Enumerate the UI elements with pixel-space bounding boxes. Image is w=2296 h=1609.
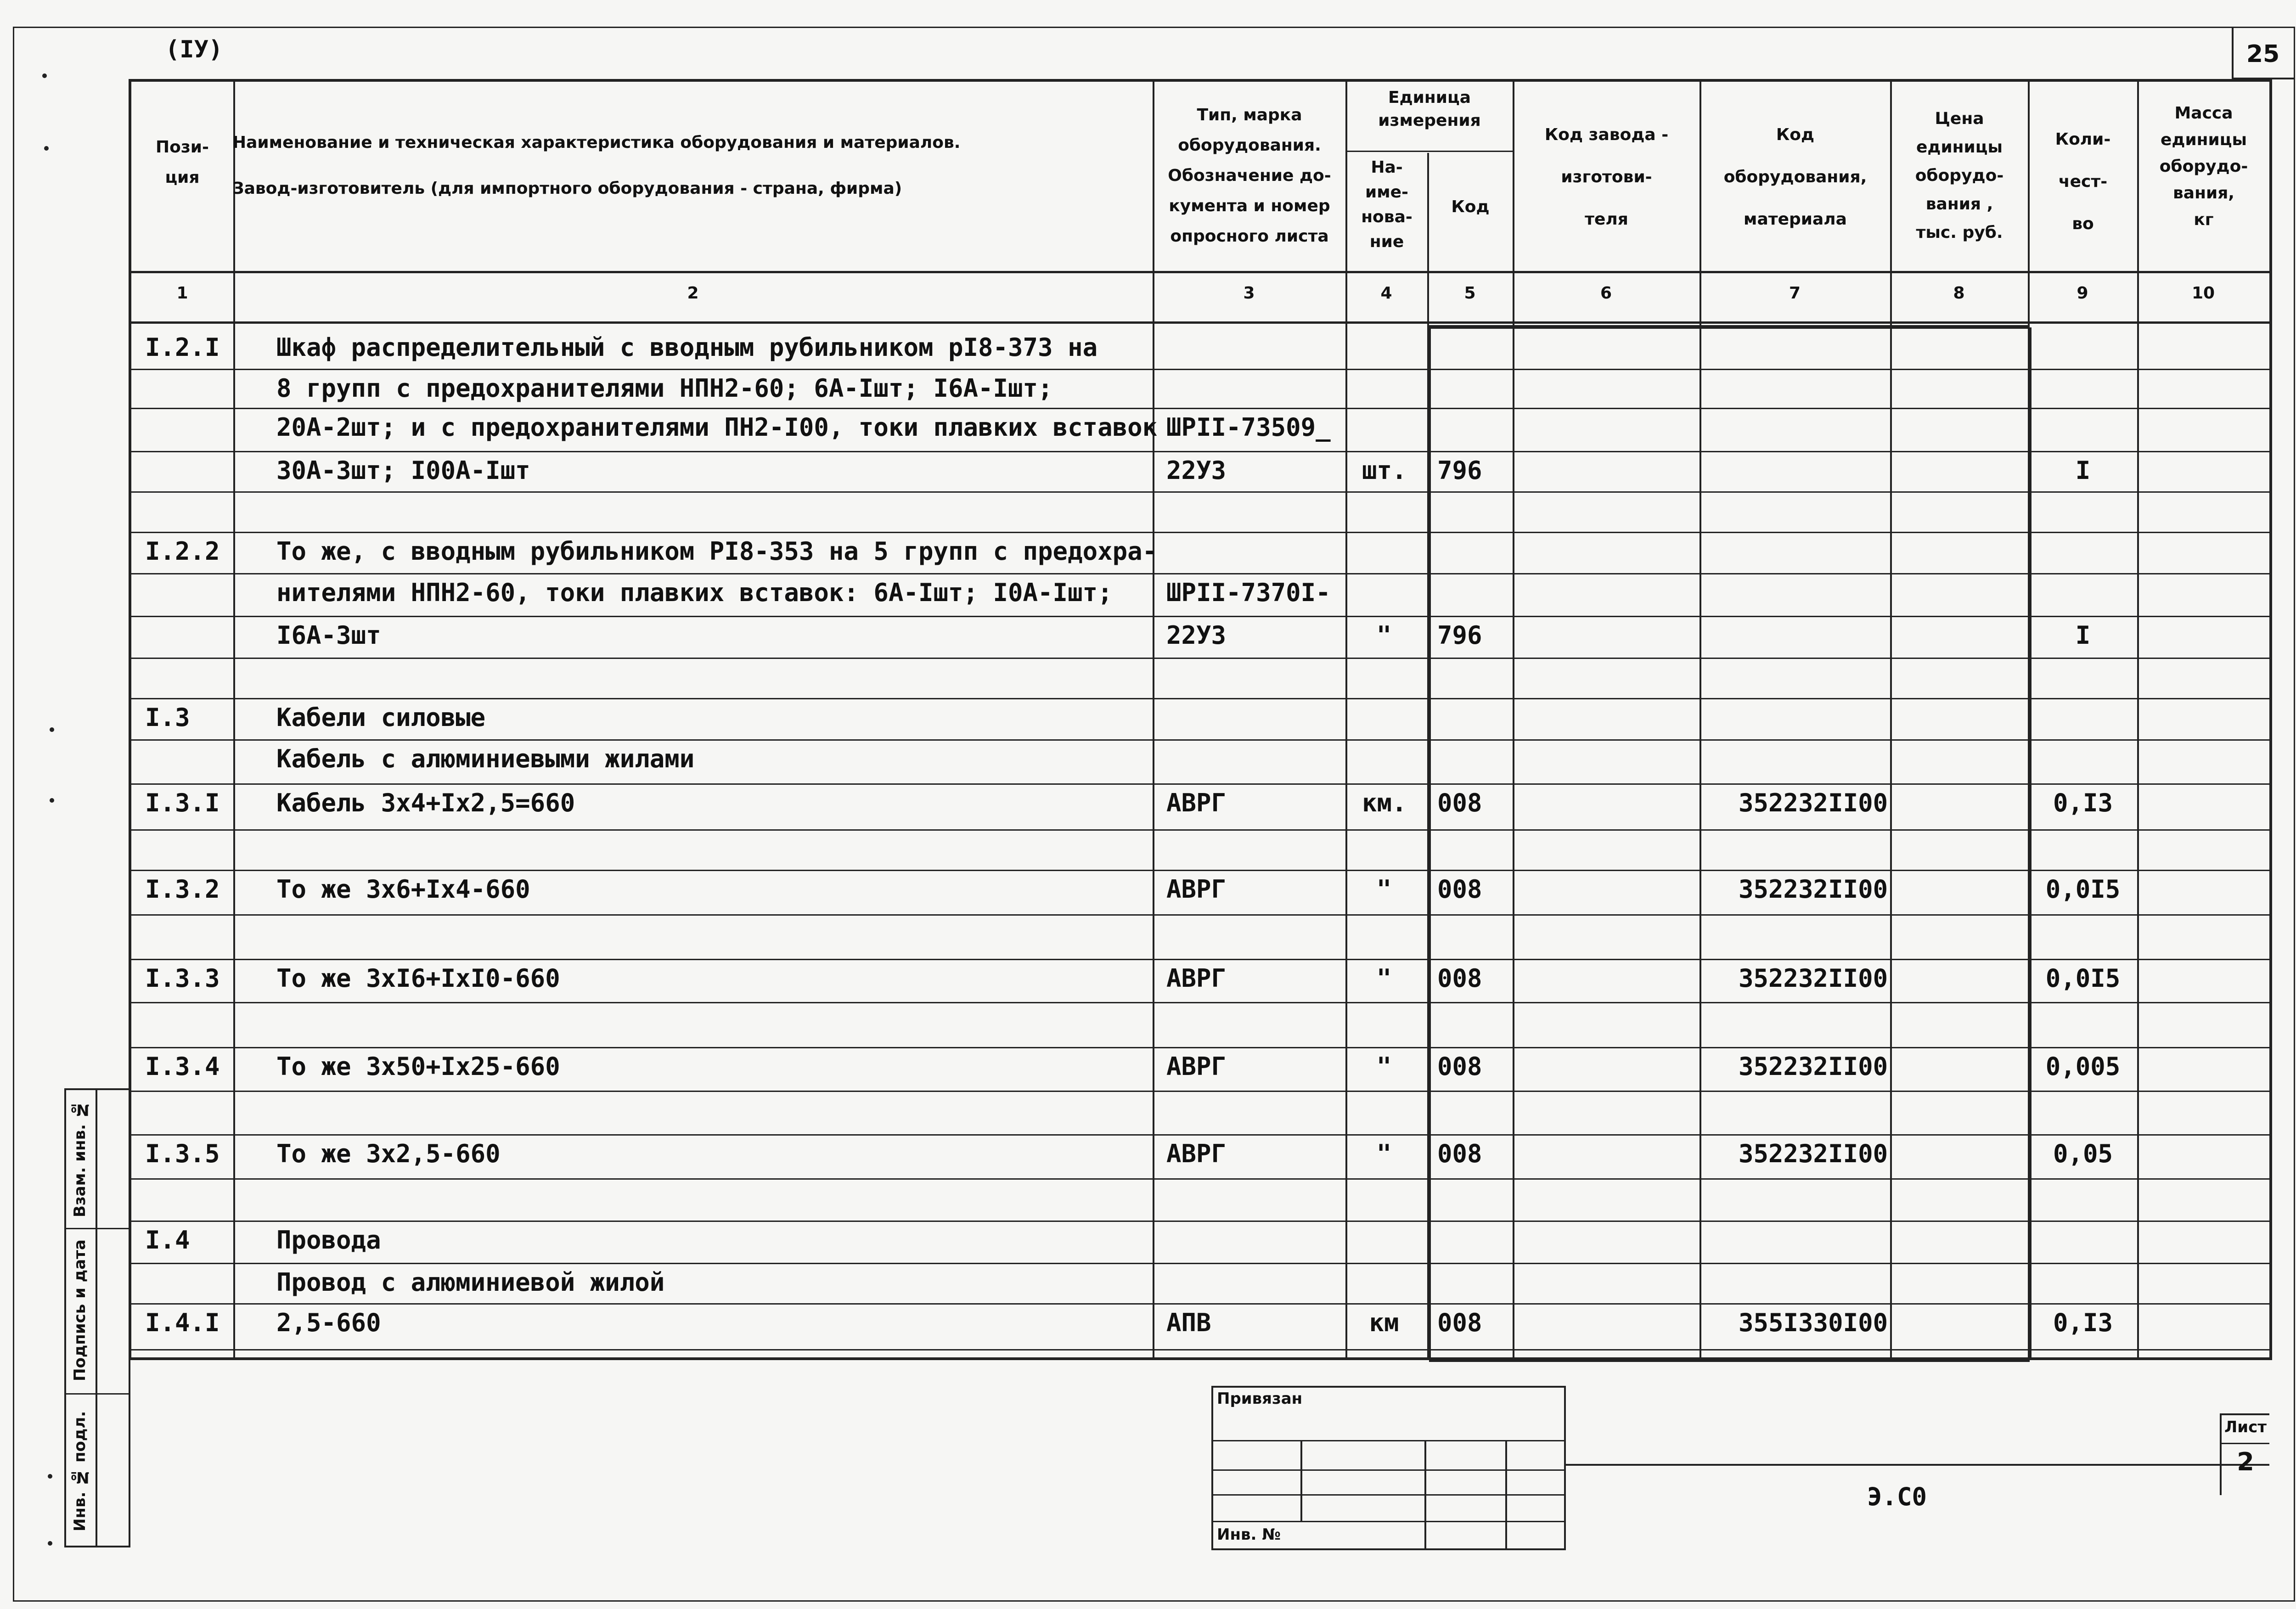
col-number: 2	[687, 284, 699, 303]
specification-table	[129, 79, 2272, 1544]
row-divider	[131, 739, 2269, 741]
unit-code-cell: 008	[1437, 1308, 1482, 1337]
row-divider	[131, 698, 2269, 699]
header-unit-name: На- име- нова- ние	[1361, 158, 1412, 251]
privyazan-stamp	[1211, 1386, 1566, 1550]
punch-dot	[50, 798, 54, 803]
type-cell: АВРГ	[1166, 875, 1227, 904]
col-number: 3	[1243, 284, 1255, 303]
row-divider	[131, 1002, 2269, 1003]
unit-cell: шт.	[1362, 456, 1407, 485]
header-name-line2: Завод-изготовитель (для импортного оборудования - страна, фирма)	[232, 179, 902, 198]
name-cell: Провод с алюминиевой жилой	[276, 1268, 665, 1297]
unit-cell: "	[1376, 1139, 1392, 1168]
quantity-cell: 0,0I5	[2045, 964, 2121, 993]
header-position: Пози- ция	[156, 138, 209, 187]
col-number: 8	[1953, 284, 1965, 303]
col-number: 9	[2077, 284, 2088, 303]
quantity-cell: I	[2075, 456, 2091, 485]
header-material-code: Код оборудования, материала	[1723, 125, 1867, 229]
position-cell: I.3.I	[145, 788, 220, 817]
inv-no-label: Инв. №	[1217, 1525, 1281, 1544]
type-cell: ШРII-7370I-	[1166, 578, 1331, 607]
name-cell: Кабель 3х4+Iх2,5=660	[276, 788, 575, 817]
unit-code-cell: 008	[1437, 875, 1482, 904]
sheet-box	[2220, 1413, 2269, 1495]
row-divider	[131, 1178, 2269, 1180]
unit-code-cell: 008	[1437, 1139, 1482, 1168]
col-number: 6	[1600, 284, 1612, 303]
type-cell: 22У3	[1166, 621, 1227, 650]
unit-code-cell: 008	[1437, 1052, 1482, 1081]
type-cell: АВРГ	[1166, 964, 1227, 993]
quantity-cell: 0,I3	[2053, 788, 2113, 817]
row-divider	[131, 1134, 2269, 1136]
header-unit-code: Код	[1451, 197, 1490, 216]
name-cell: То же 3хI6+IхI0-660	[276, 964, 560, 993]
header-mass: Масса единицы оборудо- вания, кг	[2159, 104, 2248, 229]
row-divider	[131, 573, 2269, 574]
type-cell: АВРГ	[1166, 1139, 1227, 1168]
name-cell: 8 групп с предохранителями НПН2-60; 6А-Iшт; I6А-Iшт;	[276, 374, 1053, 403]
row-divider	[131, 783, 2269, 785]
row-divider	[131, 1047, 2269, 1048]
material-code-cell: 355I330I00	[1739, 1308, 1888, 1337]
col-number: 1	[176, 284, 188, 303]
header-unit-group: Единица измерения	[1378, 88, 1481, 130]
type-cell: АПВ	[1166, 1308, 1211, 1337]
vzam-inv-label: Взам. инв. №	[71, 1100, 89, 1218]
quantity-cell: 0,05	[2053, 1139, 2113, 1168]
unit-cell: км	[1369, 1308, 1399, 1337]
type-cell: 22У3	[1166, 456, 1227, 485]
quantity-cell: 0,0I5	[2045, 875, 2121, 904]
sheet-number: 2	[2237, 1447, 2254, 1476]
name-cell: Шкаф распределительный с вводным рубильником pI8-373 на	[276, 333, 1098, 362]
podpis-data-label: Подпись и дата	[71, 1239, 89, 1382]
material-code-cell: 352232II00	[1739, 1052, 1888, 1081]
material-code-cell: 352232II00	[1739, 964, 1888, 993]
col-number: 7	[1789, 284, 1801, 303]
document-code: Э.С0	[1867, 1482, 1927, 1511]
material-code-cell: 352232II00	[1739, 1139, 1888, 1168]
type-cell: АВРГ	[1166, 788, 1227, 817]
header-name-line1: Наименование и техническая характеристика оборудования и материалов.	[232, 133, 961, 152]
unit-cell: км.	[1362, 788, 1407, 817]
name-cell: нителями НПН2-60, токи плавких вставок: 6А-Iшт; I0А-Iшт;	[276, 578, 1113, 607]
position-cell: I.4	[145, 1226, 190, 1255]
unit-cell: "	[1376, 621, 1392, 650]
name-cell: Кабель с алюминиевыми жилами	[276, 744, 695, 773]
unit-cell: "	[1376, 964, 1392, 993]
name-cell: 20А-2шт; и с предохранителями ПН2-I00, токи плавких вставок	[276, 413, 1158, 442]
row-divider	[131, 914, 2269, 916]
position-cell: I.2.2	[145, 537, 220, 566]
unit-code-cell: 796	[1437, 621, 1482, 650]
material-code-cell: 352232II00	[1739, 875, 1888, 904]
header-quantity: Коли- чест- во	[2055, 130, 2111, 233]
row-divider	[131, 408, 2269, 409]
row-divider	[131, 1263, 2269, 1264]
unit-code-cell: 796	[1437, 456, 1482, 485]
punch-dot	[42, 73, 47, 78]
col-number: 10	[2191, 284, 2215, 303]
row-divider	[131, 959, 2269, 960]
name-cell: То же 3х2,5-660	[276, 1139, 501, 1168]
row-divider	[131, 532, 2269, 533]
punch-dot	[48, 1541, 52, 1546]
name-cell: То же, с вводным рубильником PI8-353 на 5 групп с предохра-	[276, 537, 1158, 566]
name-cell: 2,5-660	[276, 1308, 381, 1337]
position-cell: I.3.3	[145, 964, 220, 993]
unit-cell: "	[1376, 1052, 1392, 1081]
corner-label: (IУ)	[165, 36, 223, 63]
name-cell: Провода	[276, 1226, 381, 1255]
type-cell: ШРII-73509_	[1166, 413, 1331, 442]
name-cell: 30А-3шт; I00А-Iшт	[276, 456, 530, 485]
position-cell: I.3.2	[145, 875, 220, 904]
header-mfr-code: Код завода - изготови- теля	[1544, 125, 1669, 229]
row-divider	[131, 658, 2269, 659]
name-cell: То же 3х6+Iх4-660	[276, 875, 530, 904]
unit-code-cell: 008	[1437, 964, 1482, 993]
row-divider	[131, 491, 2269, 493]
quantity-cell: I	[2075, 621, 2091, 650]
row-divider	[131, 369, 2269, 370]
header-price: Цена единицы оборудо- вания , тыс. руб.	[1915, 109, 2004, 242]
punch-dot	[48, 1474, 52, 1479]
row-divider	[131, 1221, 2269, 1222]
row-divider	[131, 1091, 2269, 1092]
row-divider	[131, 616, 2269, 617]
row-divider	[131, 1303, 2269, 1305]
position-cell: I.2.I	[145, 333, 220, 362]
punch-dot	[44, 146, 49, 151]
type-cell: АВРГ	[1166, 1052, 1227, 1081]
name-cell: I6А-3шт	[276, 621, 381, 650]
privyazan-label: Привязан	[1217, 1390, 1303, 1408]
position-cell: I.4.I	[145, 1308, 220, 1337]
position-cell: I.3	[145, 703, 190, 732]
sheet-label: Лист	[2224, 1418, 2267, 1436]
position-cell: I.3.5	[145, 1139, 220, 1168]
name-cell: То же 3х50+Iх25-660	[276, 1052, 560, 1081]
name-cell: Кабели силовые	[276, 703, 486, 732]
page-number: 25	[2246, 40, 2280, 68]
row-divider	[131, 829, 2269, 831]
row-divider	[131, 451, 2269, 452]
header-type: Тип, марка оборудования. Обозначение до- кумента и номер опросного листа	[1168, 106, 1331, 246]
row-divider	[131, 870, 2269, 871]
side-stamp	[64, 1088, 130, 1547]
inv-podl-label: Инв. № подл.	[71, 1411, 89, 1532]
material-code-cell: 352232II00	[1739, 788, 1888, 817]
row-divider	[131, 1349, 2269, 1350]
unit-code-cell: 008	[1437, 788, 1482, 817]
unit-cell: "	[1376, 875, 1392, 904]
quantity-cell: 0,I3	[2053, 1308, 2113, 1337]
position-cell: I.3.4	[145, 1052, 220, 1081]
col-number: 4	[1380, 284, 1392, 303]
col-number: 5	[1464, 284, 1476, 303]
punch-dot	[50, 727, 54, 732]
quantity-cell: 0,005	[2045, 1052, 2121, 1081]
